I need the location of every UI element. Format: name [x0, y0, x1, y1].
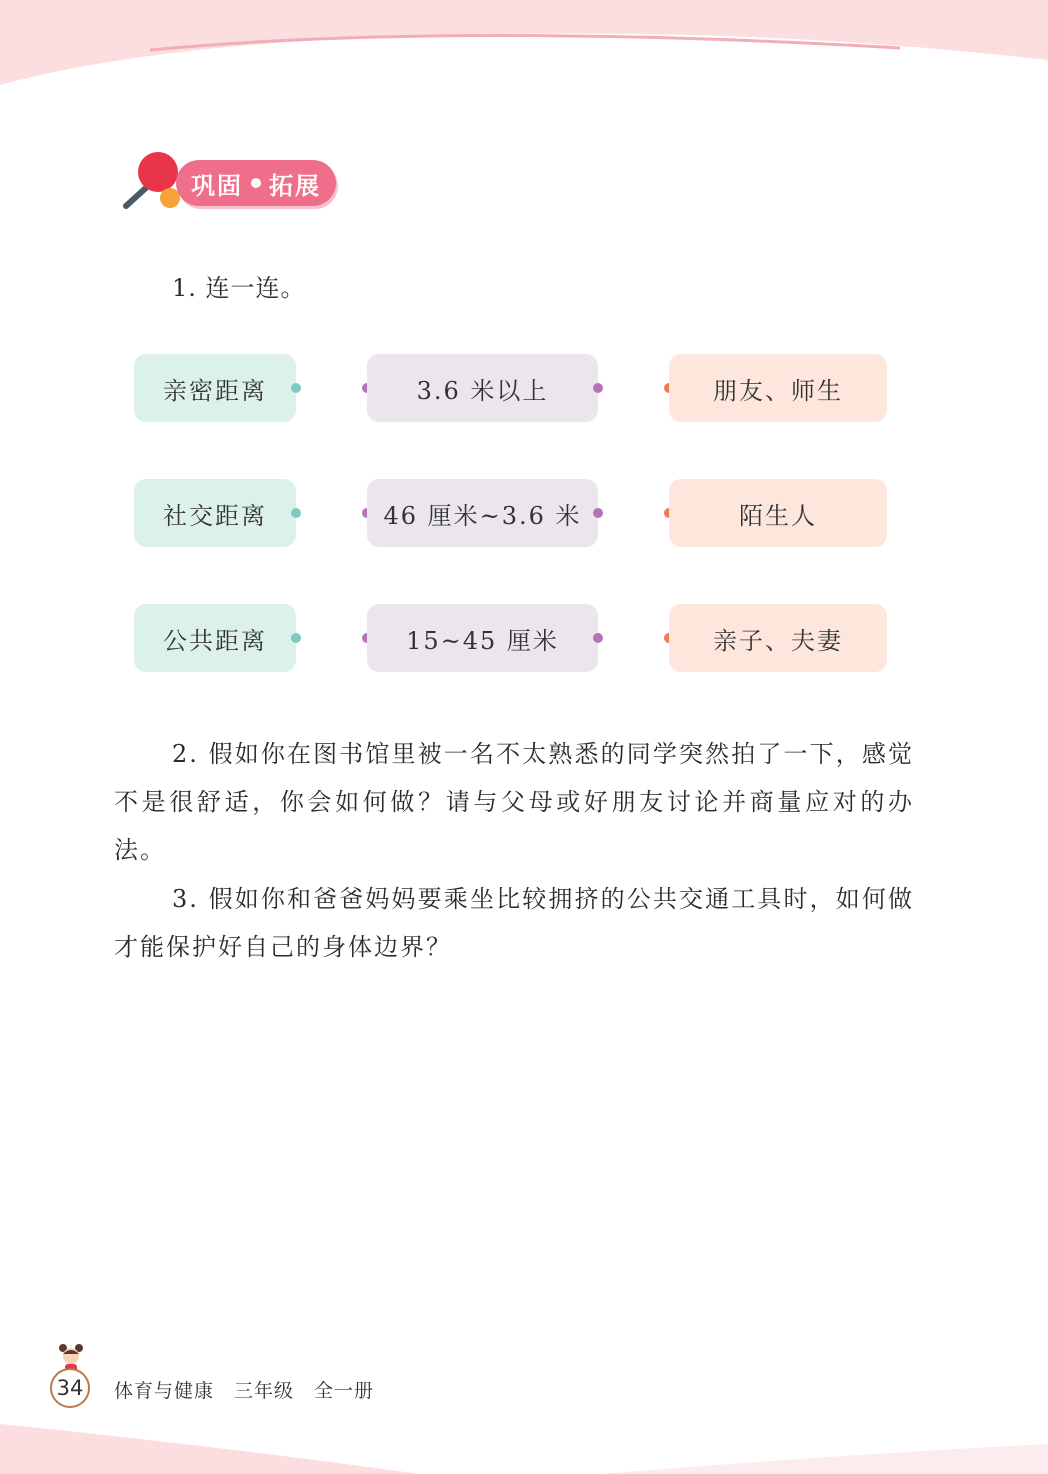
match-middle-item[interactable]: 46 厘米~3.6 米 — [367, 479, 598, 547]
match-middle-item[interactable]: 15~45 厘米 — [367, 604, 598, 672]
page-number: 34 — [50, 1368, 90, 1408]
connector-dot[interactable] — [291, 383, 301, 393]
question-2-text: 2. 假如你在图书馆里被一名不太熟悉的同学突然拍了一下，感觉不是很舒适，你会如何做？请与父母或好朋友讨论并商量应对的办法。 — [114, 740, 914, 864]
top-decoration-band — [0, 0, 1048, 90]
connector-dot[interactable] — [291, 633, 301, 643]
match-right-item[interactable]: 朋友、师生 — [669, 354, 887, 422]
question-3-text: 3. 假如你和爸爸妈妈要乘坐比较拥挤的公共交通工具时，如何做才能保护好自己的身体边界？ — [114, 885, 914, 961]
connector-dot[interactable] — [291, 508, 301, 518]
connector-dot[interactable] — [593, 383, 603, 393]
connector-dot[interactable] — [593, 633, 603, 643]
match-middle-item[interactable]: 3.6 米以上 — [367, 354, 598, 422]
question-1-prompt: 1. 连一连。 — [172, 274, 306, 302]
match-right-item[interactable]: 陌生人 — [669, 479, 887, 547]
book-title: 体育与健康 三年级 全一册 — [114, 1380, 375, 1402]
match-left-item[interactable]: 亲密距离 — [134, 354, 296, 422]
match-left-item[interactable]: 公共距离 — [134, 604, 296, 672]
section-title-part2: 拓展 — [269, 171, 321, 200]
section-badge — [118, 148, 348, 218]
bottom-decoration-band — [0, 1404, 1048, 1474]
match-left-item[interactable]: 社交距离 — [134, 479, 296, 547]
section-title — [176, 160, 336, 206]
connector-dot[interactable] — [593, 508, 603, 518]
match-right-item[interactable]: 亲子、夫妻 — [669, 604, 887, 672]
section-title-part1: 巩固 — [191, 171, 243, 200]
bullet-dot-icon — [251, 178, 261, 188]
